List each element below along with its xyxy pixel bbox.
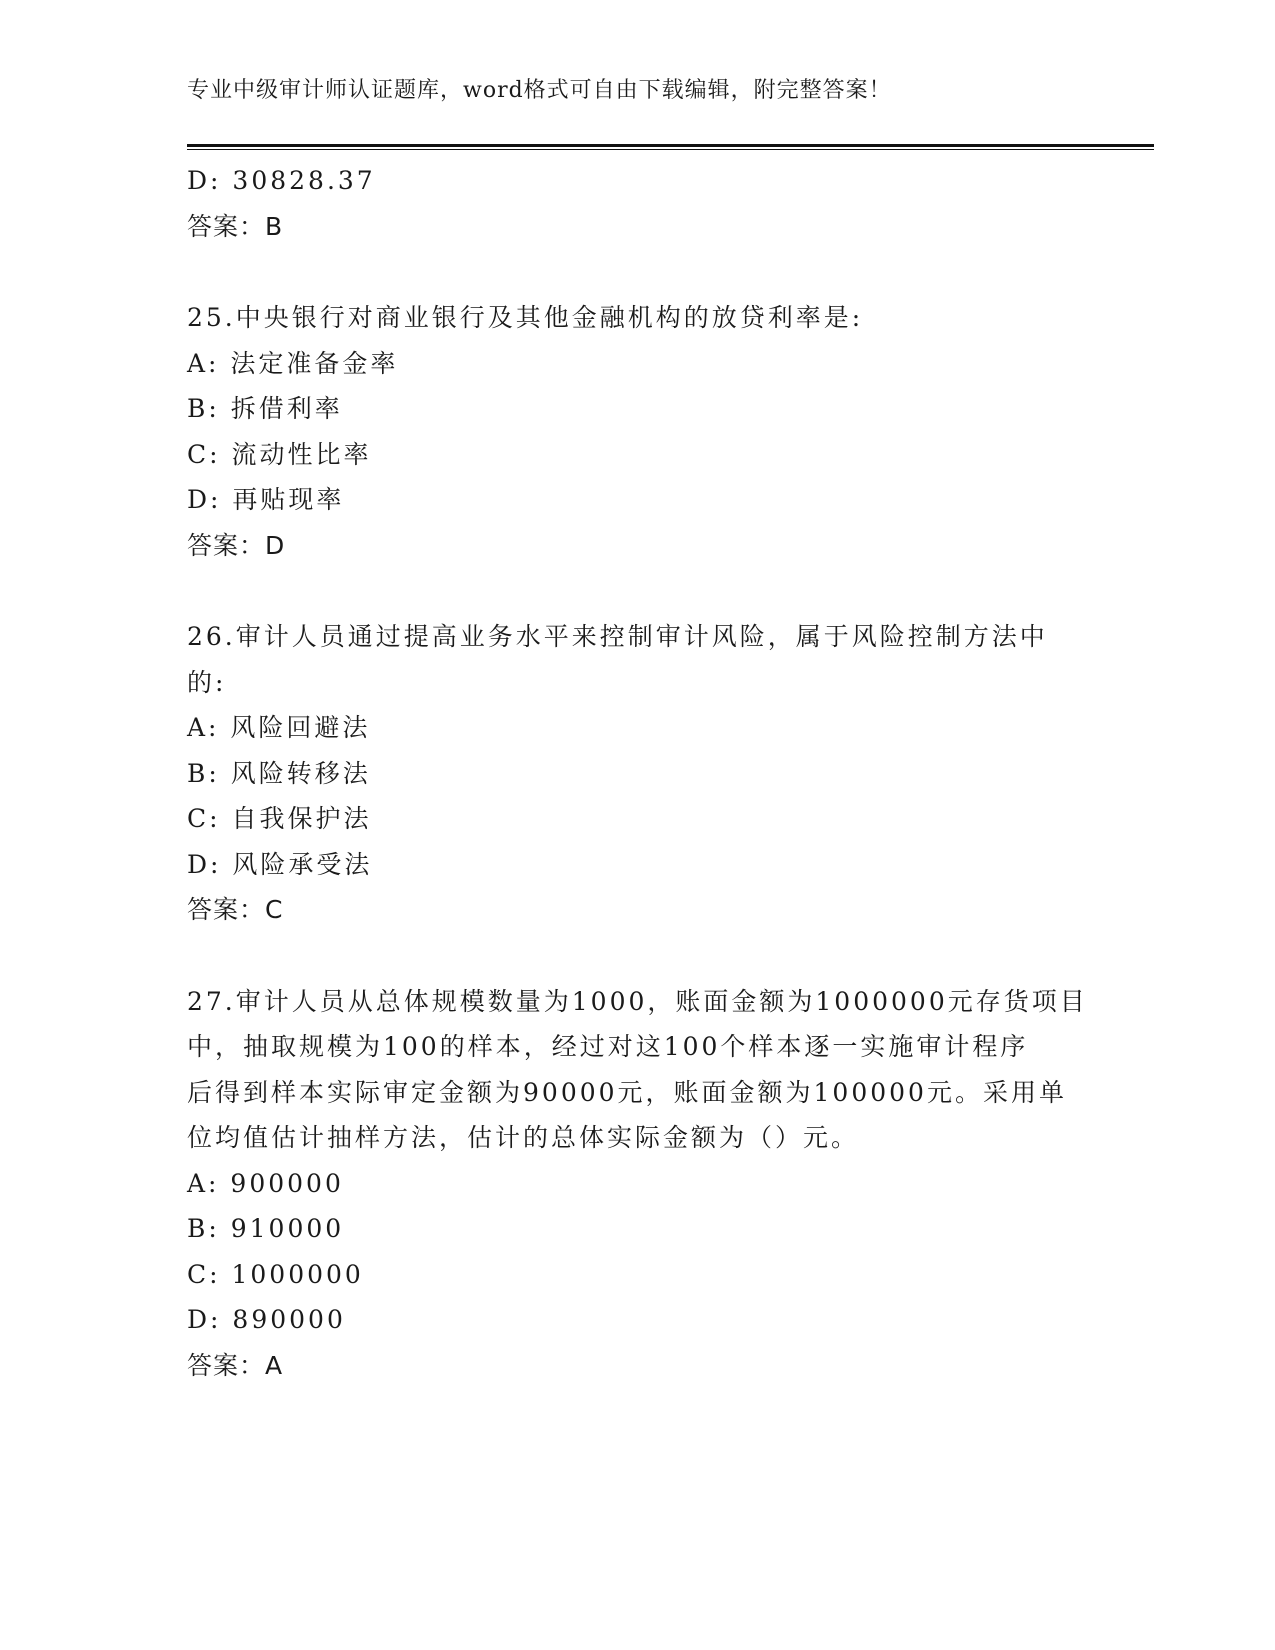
answer-line: 答案：C: [187, 895, 284, 924]
answer-line: 答案：A: [187, 1350, 284, 1380]
page-header: 专业中级审计师认证题库，word格式可自由下载编辑，附完整答案！: [187, 78, 892, 103]
question-stem: 25.中央银行对商业银行及其他金融机构的放贷利率是:: [187, 303, 864, 332]
option-d: D: 890000: [187, 1305, 346, 1334]
question-stem-line: 27.审计人员从总体规模数量为1000，账面金额为1000000元存货项目: [187, 986, 1088, 1016]
option-c: C: 自我保护法: [187, 804, 372, 833]
option-a: A: 法定准备金率: [187, 348, 399, 378]
question-stem-line: 位均值估计抽样方法，估计的总体实际金额为（）元。: [187, 1123, 860, 1152]
question-content: [187, 158, 1087, 1388]
option-b: B: 风险转移法: [187, 758, 371, 788]
answer-line: 答案：D: [187, 530, 286, 560]
question-26: [187, 614, 1087, 933]
option-a: A: 风险回避法: [187, 713, 371, 742]
question-27: [187, 979, 1087, 1389]
question-stem-line: 26.审计人员通过提高业务水平来控制审计风险，属于风险控制方法中: [187, 622, 1048, 651]
option-d: D: 再贴现率: [187, 485, 345, 514]
option-c: C: 流动性比率: [187, 439, 372, 469]
option-b: B: 910000: [187, 1214, 345, 1243]
question-stem-line: 的:: [187, 667, 227, 697]
question-25: [187, 295, 1087, 568]
question-stem-line: 中，抽取规模为100的样本，经过对这100个样本逐一实施审计程序: [187, 1032, 1029, 1061]
option-d: D: 风险承受法: [187, 849, 373, 879]
option-c: C: 1000000: [187, 1259, 364, 1289]
option-b: B: 拆借利率: [187, 394, 343, 423]
answer-line: 答案：B: [187, 211, 284, 241]
option-a: A: 900000: [187, 1168, 344, 1198]
question-stem-line: 后得到样本实际审定金额为90000元，账面金额为100000元。采用单: [187, 1077, 1067, 1107]
header-rule: [187, 144, 1154, 150]
option-d: D: 30828.37: [187, 166, 376, 195]
